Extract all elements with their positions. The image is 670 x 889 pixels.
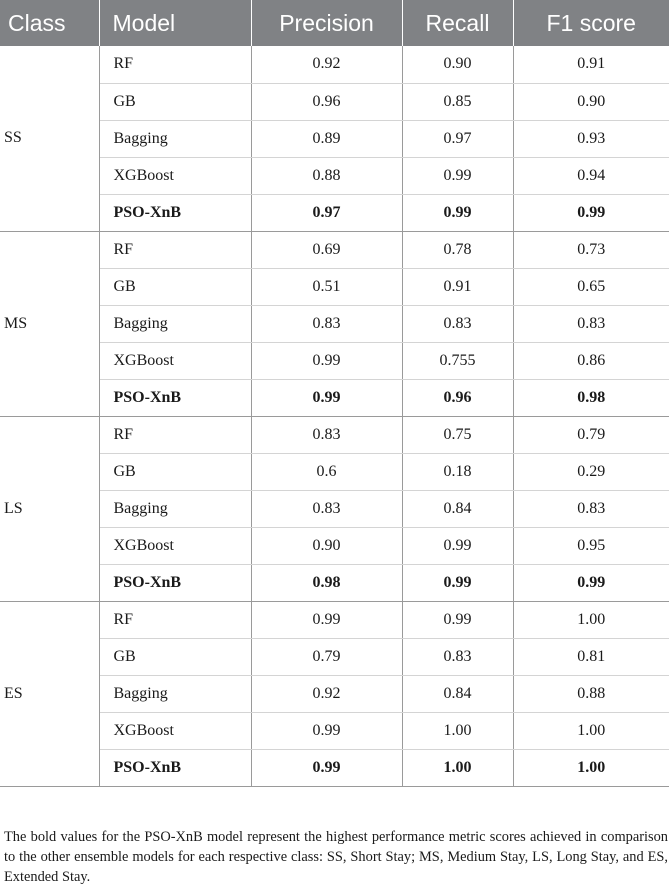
table-row xyxy=(0,194,669,231)
f1-cell: 0.29 xyxy=(513,453,669,490)
header-precision: Precision xyxy=(251,0,402,46)
precision-cell: 0.97 xyxy=(251,194,402,231)
precision-cell: 0.51 xyxy=(251,268,402,305)
precision-cell: 0.99 xyxy=(251,712,402,749)
f1-cell: 0.83 xyxy=(513,305,669,342)
header-f1: F1 score xyxy=(513,0,669,46)
recall-cell: 0.755 xyxy=(402,342,513,379)
f1-cell: 0.98 xyxy=(513,379,669,416)
class-cell: SS xyxy=(0,46,99,231)
table-row xyxy=(0,120,669,157)
recall-cell: 0.83 xyxy=(402,305,513,342)
table-row xyxy=(0,83,669,120)
model-cell: RF xyxy=(99,231,251,268)
recall-cell: 0.78 xyxy=(402,231,513,268)
recall-cell: 0.84 xyxy=(402,490,513,527)
f1-cell: 1.00 xyxy=(513,749,669,786)
table-row xyxy=(0,379,669,416)
model-cell: GB xyxy=(99,638,251,675)
model-cell: GB xyxy=(99,83,251,120)
recall-cell: 0.99 xyxy=(402,564,513,601)
class-cell: ES xyxy=(0,601,99,786)
recall-cell: 0.84 xyxy=(402,675,513,712)
f1-cell: 0.79 xyxy=(513,416,669,453)
model-cell: XGBoost xyxy=(99,342,251,379)
precision-cell: 0.99 xyxy=(251,379,402,416)
model-cell: Bagging xyxy=(99,675,251,712)
header-class: Class xyxy=(0,0,99,46)
precision-cell: 0.90 xyxy=(251,527,402,564)
f1-cell: 1.00 xyxy=(513,712,669,749)
f1-cell: 1.00 xyxy=(513,601,669,638)
recall-cell: 0.85 xyxy=(402,83,513,120)
model-cell: XGBoost xyxy=(99,712,251,749)
precision-cell: 0.83 xyxy=(251,490,402,527)
table-row xyxy=(0,490,669,527)
model-cell: RF xyxy=(99,46,251,83)
f1-cell: 0.86 xyxy=(513,342,669,379)
recall-cell: 0.91 xyxy=(402,268,513,305)
precision-cell: 0.96 xyxy=(251,83,402,120)
f1-cell: 0.99 xyxy=(513,194,669,231)
table-row xyxy=(0,453,669,490)
f1-cell: 0.95 xyxy=(513,527,669,564)
precision-cell: 0.98 xyxy=(251,564,402,601)
model-cell: RF xyxy=(99,416,251,453)
precision-cell: 0.83 xyxy=(251,416,402,453)
recall-cell: 0.83 xyxy=(402,638,513,675)
precision-cell: 0.79 xyxy=(251,638,402,675)
model-cell: GB xyxy=(99,453,251,490)
table-row xyxy=(0,749,669,786)
table-row xyxy=(0,231,669,268)
model-cell: PSO-XnB xyxy=(99,564,251,601)
f1-cell: 0.93 xyxy=(513,120,669,157)
class-cell: LS xyxy=(0,416,99,601)
f1-cell: 0.81 xyxy=(513,638,669,675)
header-model: Model xyxy=(99,0,251,46)
table-row xyxy=(0,712,669,749)
recall-cell: 0.96 xyxy=(402,379,513,416)
recall-cell: 0.99 xyxy=(402,601,513,638)
precision-cell: 0.89 xyxy=(251,120,402,157)
model-cell: Bagging xyxy=(99,120,251,157)
recall-cell: 0.99 xyxy=(402,157,513,194)
header-row xyxy=(0,0,669,46)
model-cell: RF xyxy=(99,601,251,638)
f1-cell: 0.83 xyxy=(513,490,669,527)
table-row xyxy=(0,675,669,712)
header-recall: Recall xyxy=(402,0,513,46)
f1-cell: 0.99 xyxy=(513,564,669,601)
precision-cell: 0.69 xyxy=(251,231,402,268)
f1-cell: 0.73 xyxy=(513,231,669,268)
model-cell: GB xyxy=(99,268,251,305)
table-body xyxy=(0,46,669,786)
model-cell: XGBoost xyxy=(99,157,251,194)
f1-cell: 0.94 xyxy=(513,157,669,194)
recall-cell: 1.00 xyxy=(402,712,513,749)
recall-cell: 0.90 xyxy=(402,46,513,83)
table-footnote: The bold values for the PSO-XnB model represent the highest performance metric scores achieved in comparison to the other ensemble models for each respective class: SS, Short Stay; MS, Medium Stay, LS, Long Stay, and ES, Extended Stay. xyxy=(4,829,668,885)
recall-cell: 0.97 xyxy=(402,120,513,157)
table-row xyxy=(0,46,669,83)
model-cell: PSO-XnB xyxy=(99,194,251,231)
precision-cell: 0.99 xyxy=(251,749,402,786)
model-cell: PSO-XnB xyxy=(99,379,251,416)
f1-cell: 0.90 xyxy=(513,83,669,120)
precision-cell: 0.88 xyxy=(251,157,402,194)
precision-cell: 0.6 xyxy=(251,453,402,490)
table-row xyxy=(0,416,669,453)
f1-cell: 0.91 xyxy=(513,46,669,83)
precision-cell: 0.99 xyxy=(251,601,402,638)
precision-cell: 0.92 xyxy=(251,675,402,712)
table-row xyxy=(0,157,669,194)
recall-cell: 0.99 xyxy=(402,194,513,231)
table-row xyxy=(0,342,669,379)
table-row xyxy=(0,268,669,305)
table-row xyxy=(0,527,669,564)
table-row xyxy=(0,305,669,342)
table-row xyxy=(0,638,669,675)
model-cell: PSO-XnB xyxy=(99,749,251,786)
recall-cell: 0.75 xyxy=(402,416,513,453)
f1-cell: 0.88 xyxy=(513,675,669,712)
f1-cell: 0.65 xyxy=(513,268,669,305)
precision-cell: 0.83 xyxy=(251,305,402,342)
table-row xyxy=(0,601,669,638)
recall-cell: 1.00 xyxy=(402,749,513,786)
class-cell: MS xyxy=(0,231,99,416)
precision-cell: 0.92 xyxy=(251,46,402,83)
model-cell: Bagging xyxy=(99,490,251,527)
precision-cell: 0.99 xyxy=(251,342,402,379)
model-cell: Bagging xyxy=(99,305,251,342)
model-cell: XGBoost xyxy=(99,527,251,564)
table-row xyxy=(0,564,669,601)
recall-cell: 0.99 xyxy=(402,527,513,564)
recall-cell: 0.18 xyxy=(402,453,513,490)
